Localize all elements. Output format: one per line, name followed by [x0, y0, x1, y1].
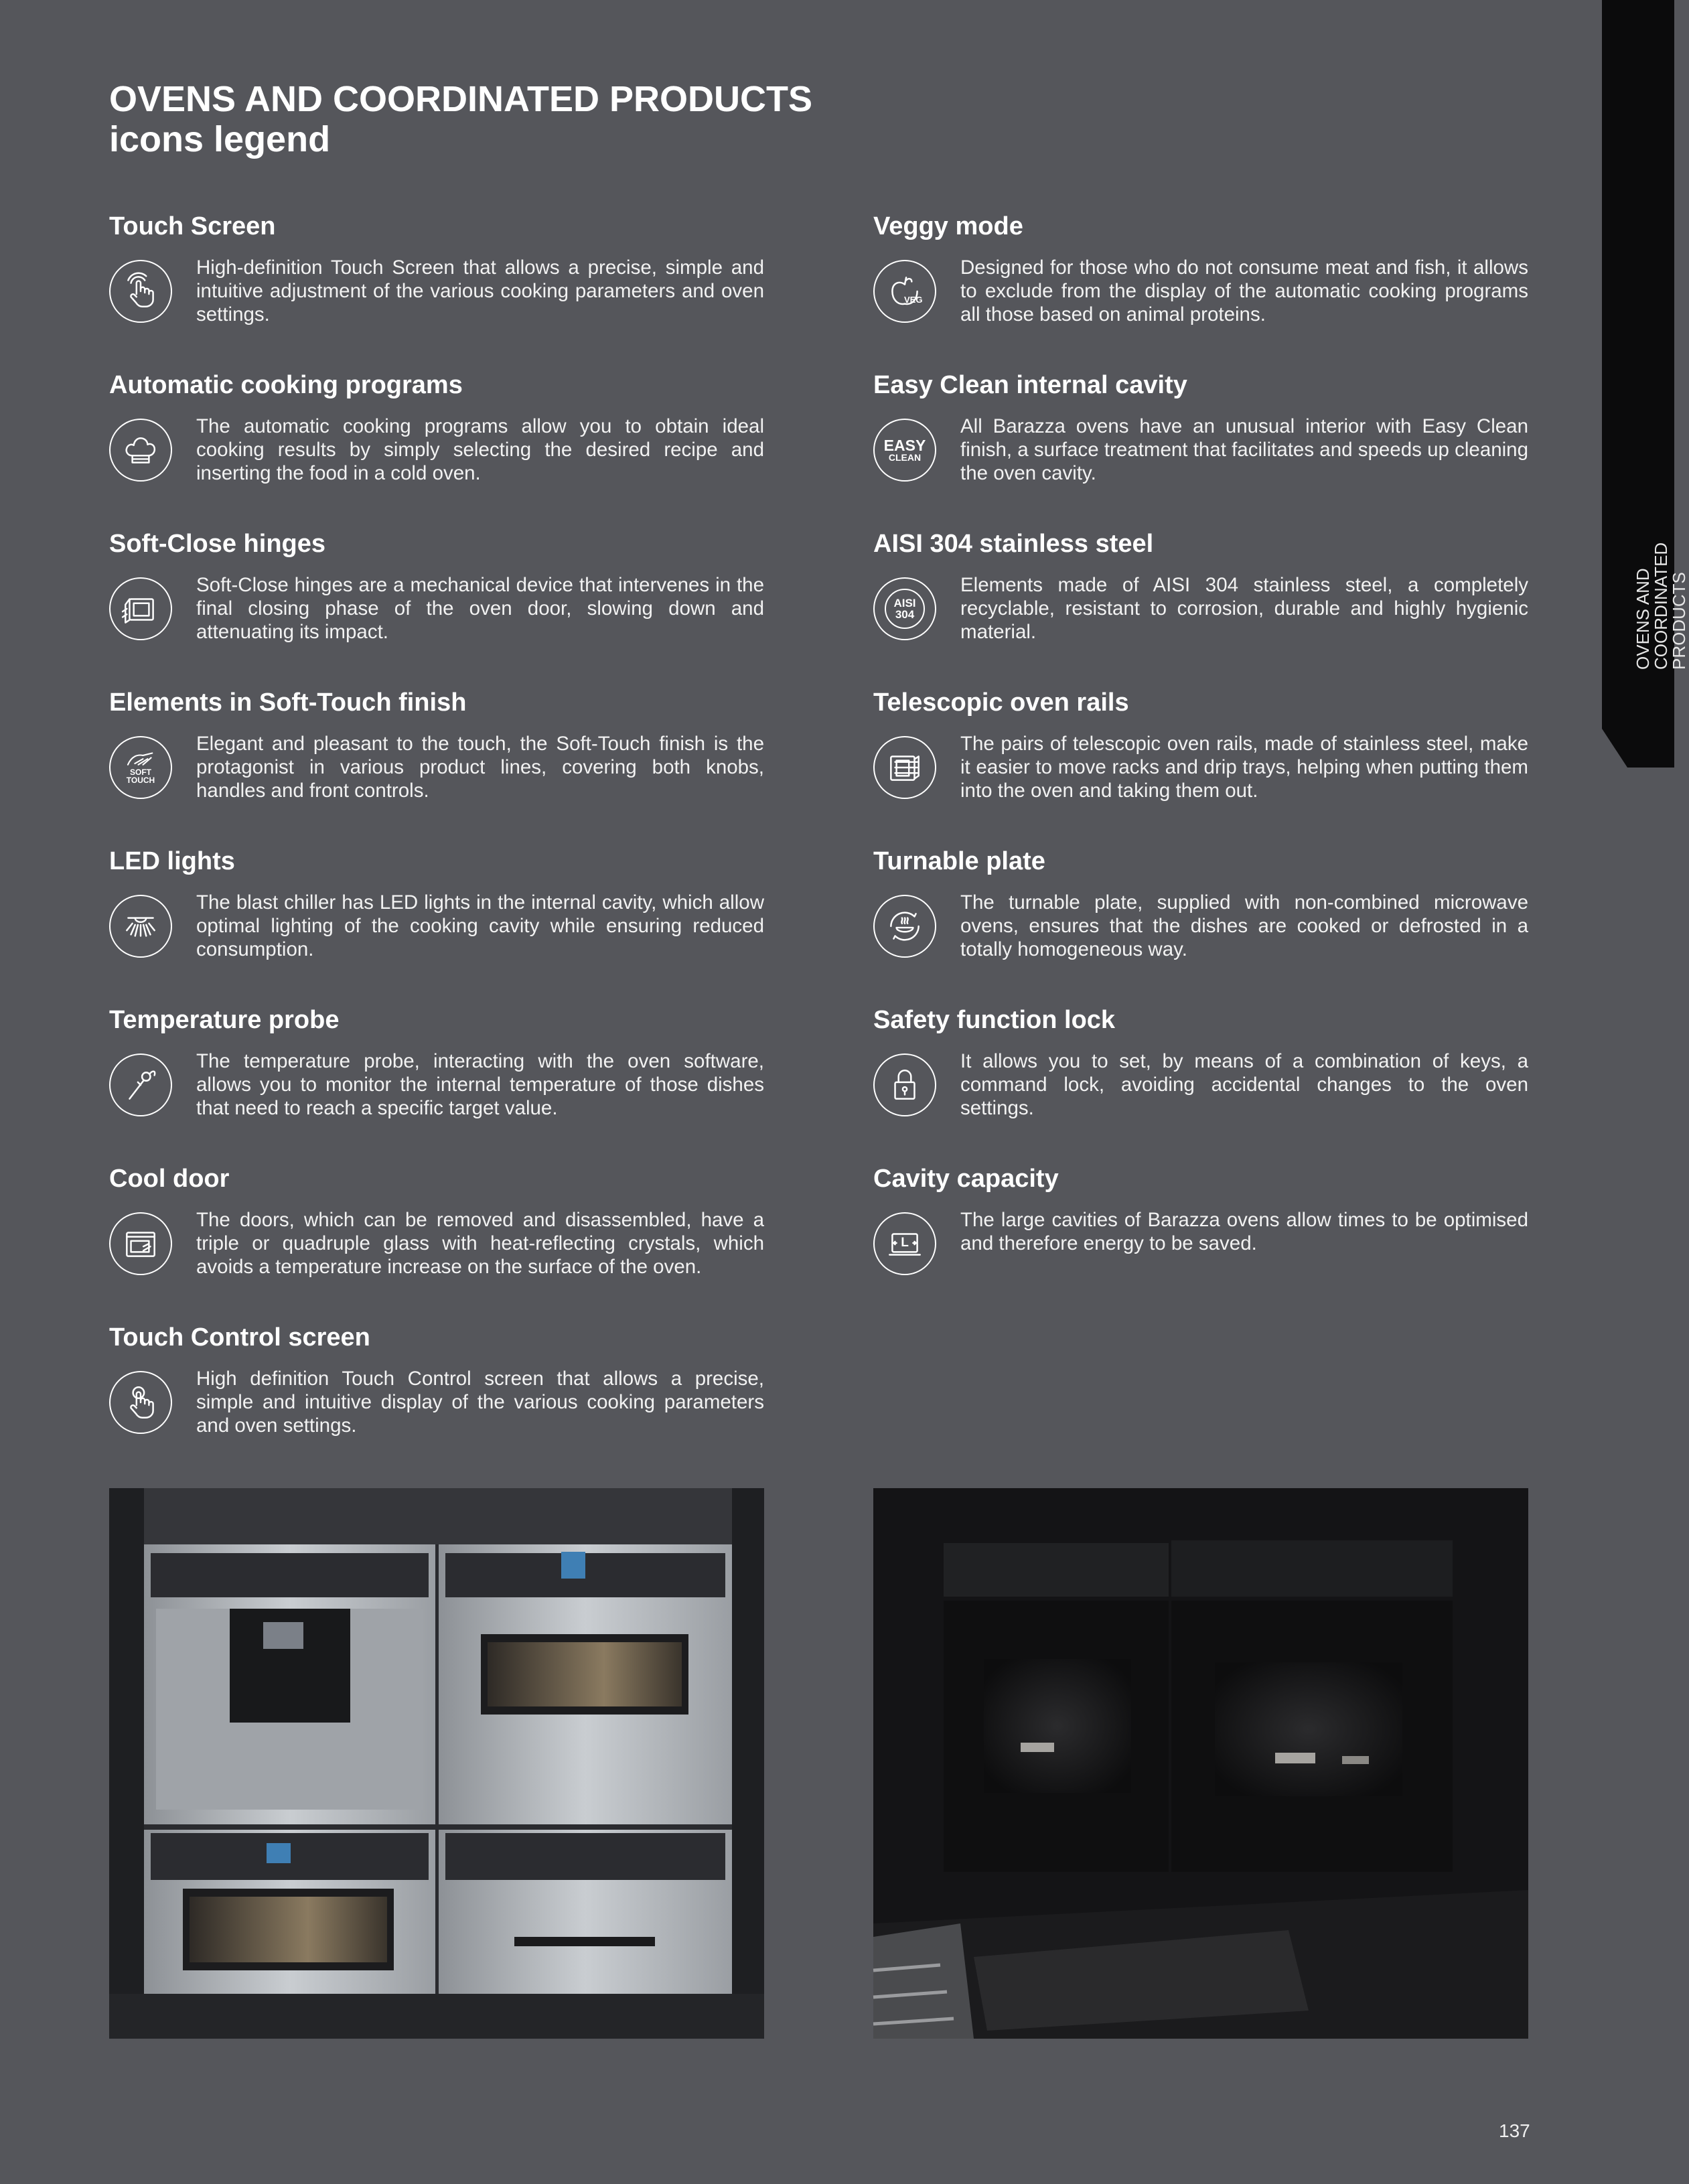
easy-clean-icon-line-2: CLEAN	[888, 452, 922, 463]
veg-apple-icon	[873, 260, 936, 323]
side-tab-line-1: OVENS AND	[1633, 568, 1653, 670]
feature-description: It allows you to set, by means of a combination of keys, a command lock, avoiding accidental changes to the oven settings.	[960, 1050, 1528, 1119]
feature-title: Cavity capacity	[873, 1165, 1059, 1193]
feature-title: Telescopic oven rails	[873, 688, 1129, 717]
feature-title: Easy Clean internal cavity	[873, 371, 1187, 399]
feature-title: Cool door	[109, 1165, 230, 1193]
feature-description: The pairs of telescopic oven rails, made of stainless steel, make it easier to move racks and drip trays, helping when putting them into the oven and taking them out.	[960, 733, 1528, 802]
feature-title: Elements in Soft-Touch finish	[109, 688, 467, 717]
feature-description: The automatic cooking programs allow you to obtain ideal cooking results by simply selecting the desired recipe and inserting the food in a cold oven.	[196, 415, 764, 484]
page-title-line-2: icons legend	[109, 119, 331, 159]
feature-description: The turnable plate, supplied with non-combined microwave ovens, ensures that the dishes are cooked or defrosted in a totally homogeneous way.	[960, 891, 1528, 960]
aisi-304-icon	[873, 577, 936, 640]
padlock-icon	[873, 1053, 936, 1116]
feature-title: Touch Control screen	[109, 1323, 370, 1352]
feature-title: Turnable plate	[873, 847, 1045, 875]
feature-description: All Barazza ovens have an unusual interior with Easy Clean finish, a surface treatment that facilitates and speeds up cleaning the oven cavity.	[960, 415, 1528, 484]
side-tab-line-3: PRODUCTS	[1669, 572, 1689, 670]
feature-description: High-definition Touch Screen that allows a precise, simple and intuitive adjustment of the various cooking parameters and oven settings.	[196, 257, 764, 325]
chef-hat-icon	[109, 419, 172, 482]
feature-description: The doors, which can be removed and disassembled, have a triple or quadruple glass with heat-reflecting crystals, which avoids a temperature increase on the surface of the oven.	[196, 1209, 764, 1278]
temperature-probe-icon	[109, 1053, 172, 1116]
aisi-icon-line-1: AISI	[893, 597, 916, 609]
easy-clean-icon	[873, 419, 936, 482]
section-side-tab-label	[1634, 542, 1688, 670]
feature-title: Safety function lock	[873, 1006, 1116, 1034]
feature-description: The temperature probe, interacting with the oven software, allows you to monitor the internal temperature of those dishes that need to reach a specific target value.	[196, 1050, 764, 1119]
touch-control-hand-icon	[109, 1371, 172, 1434]
feature-description: Elegant and pleasant to the touch, the Soft-Touch finish is the protagonist in various product lines, covering both knobs, handles and front controls.	[196, 733, 764, 802]
feature-title: Temperature probe	[109, 1006, 340, 1034]
feature-title: LED lights	[109, 847, 235, 875]
stainless-ovens-column-photo	[109, 1488, 764, 2039]
feature-description: Elements made of AISI 304 stainless steel, a completely recyclable, resistant to corrosion, durable and highly hygienic material.	[960, 574, 1528, 643]
cool-door-icon	[109, 1212, 172, 1275]
feature-title: Veggy mode	[873, 212, 1023, 240]
side-tab-line-2: COORDINATED	[1651, 542, 1671, 670]
feature-description: Soft-Close hinges are a mechanical device that intervenes in the final closing phase of the oven door, slowing down and attenuating its impact.	[196, 574, 764, 643]
black-ovens-photo	[873, 1488, 1528, 2039]
page-title	[109, 79, 812, 159]
led-light-icon	[109, 895, 172, 958]
soft-close-hinge-icon	[109, 577, 172, 640]
feature-title: Soft-Close hinges	[109, 530, 326, 558]
turnable-plate-icon	[873, 895, 936, 958]
feature-description: Designed for those who do not consume meat and fish, it allows to exclude from the display of the automatic cooking programs all those based on animal proteins.	[960, 257, 1528, 325]
aisi-icon-line-2: 304	[895, 608, 915, 621]
veg-icon-label: VEG	[904, 295, 923, 305]
cavity-capacity-icon	[873, 1212, 936, 1275]
feature-title: Touch Screen	[109, 212, 276, 240]
telescopic-rails-icon	[873, 736, 936, 799]
page-number: 137	[1499, 2120, 1530, 2141]
soft-touch-icon	[109, 736, 172, 799]
feature-title: Automatic cooking programs	[109, 371, 463, 399]
cavity-icon-label: L	[901, 1236, 909, 1250]
feature-title: AISI 304 stainless steel	[873, 530, 1154, 558]
touch-hand-icon	[109, 260, 172, 323]
page-title-line-1: OVENS AND COORDINATED PRODUCTS	[109, 79, 813, 119]
feature-description: The large cavities of Barazza ovens allow times to be optimised and therefore energy to be saved.	[960, 1209, 1528, 1254]
soft-touch-icon-label: SOFT TOUCH	[126, 768, 155, 785]
easy-clean-icon-line-1: EASY	[883, 437, 926, 454]
feature-description: High definition Touch Control screen that allows a precise, simple and intuitive display of the various cooking parameters and oven settings.	[196, 1368, 764, 1437]
feature-description: The blast chiller has LED lights in the internal cavity, which allow optimal lighting of the cooking cavity while ensuring reduced consumption.	[196, 891, 764, 960]
